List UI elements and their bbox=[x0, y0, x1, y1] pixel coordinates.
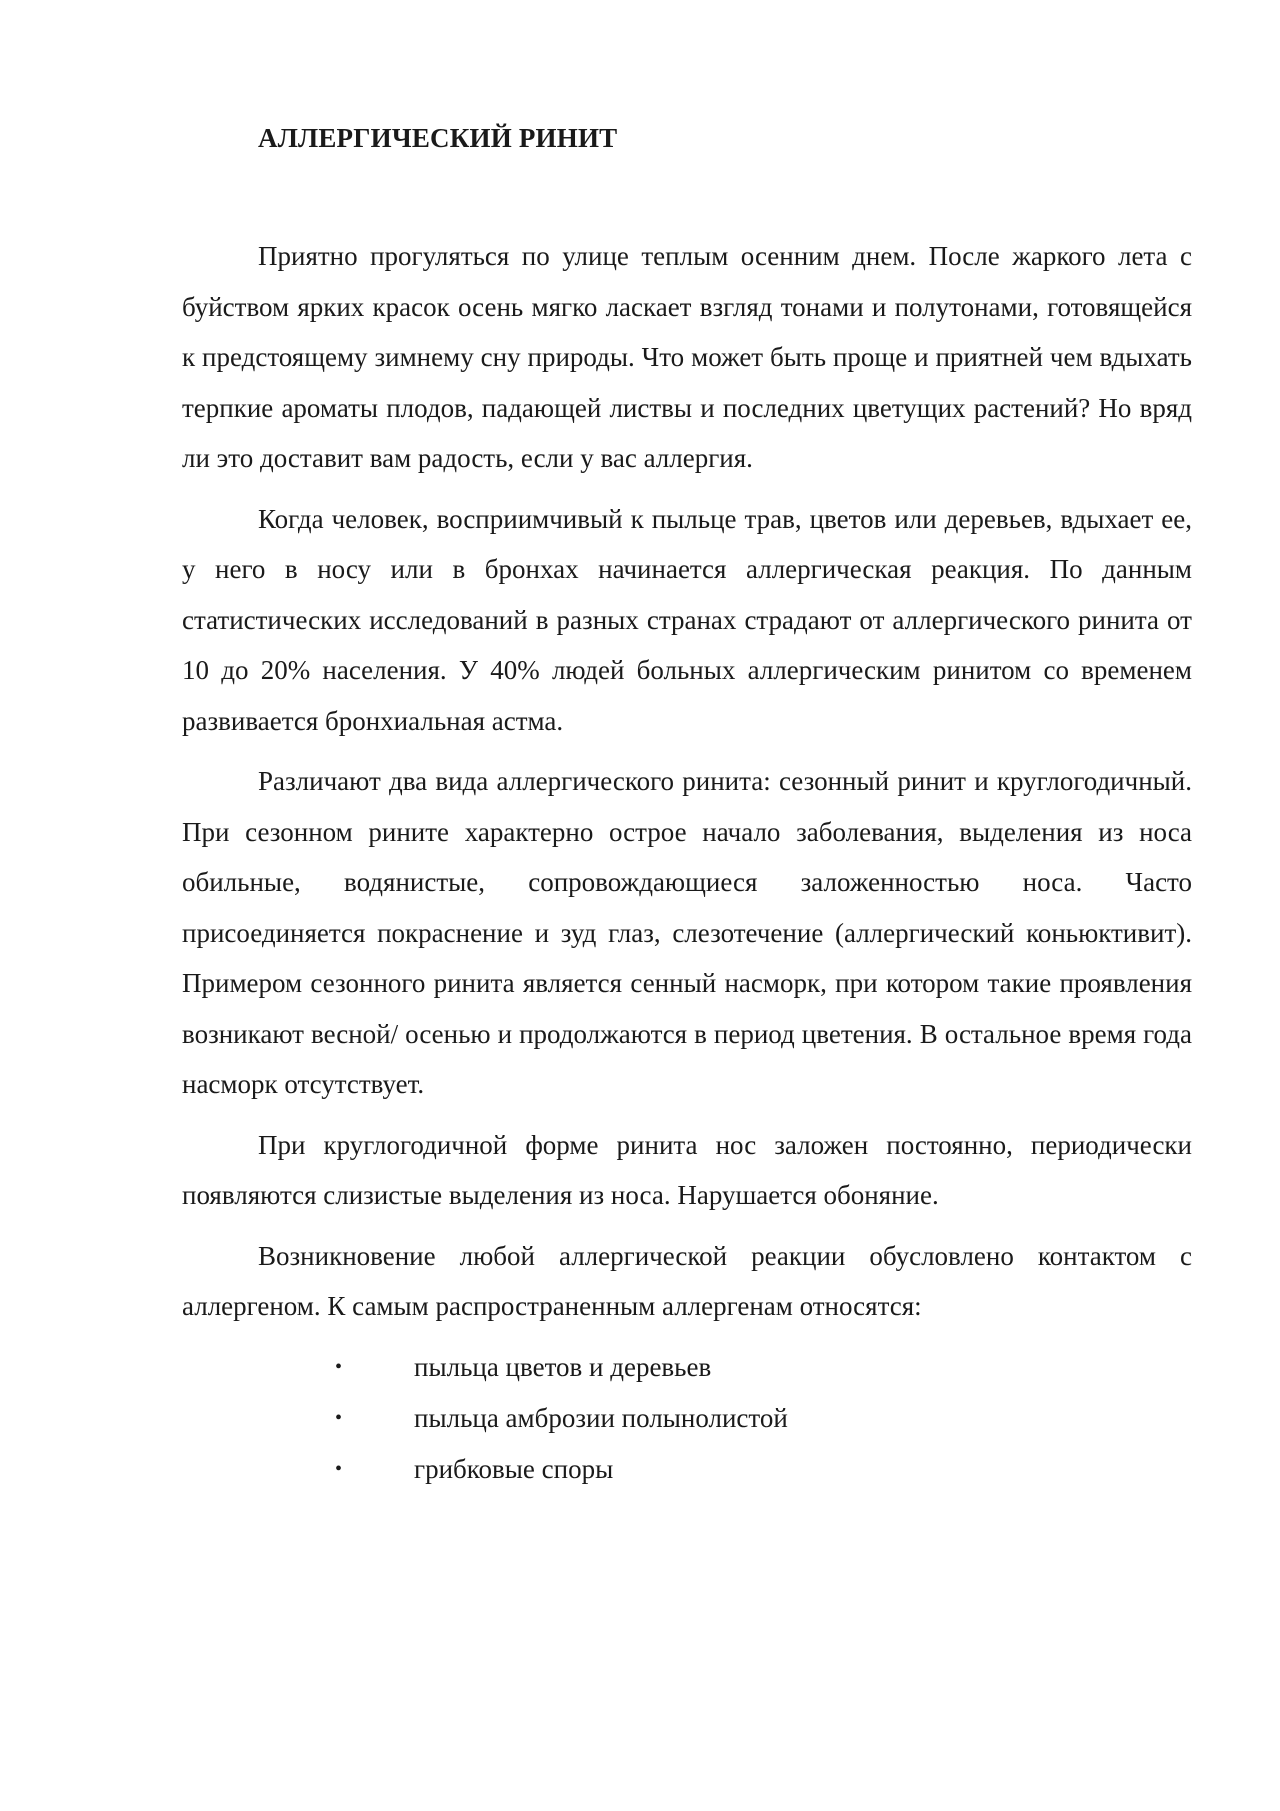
list-item bbox=[182, 1444, 1192, 1495]
paragraph-allergens: Возникновение любой аллергической реакции обусловлено контактом с аллергеном. К самым распространенным аллергенам относятся: bbox=[182, 1240, 1192, 1321]
paragraph-reaction: Когда человек, восприимчивый к пыльце трав, цветов или деревьев, вдыхает ее, у него в носу или в бронхах начинается аллергическая реакция. По данным статистических исследований в разных странах страдают от аллергического ринита от 10 до 20% населения. У 40% людей больных аллергическим ринитом со временем развивается бронхиальная астма. bbox=[182, 503, 1192, 736]
list-item-text: пыльца амброзии полынолистой bbox=[414, 1402, 788, 1433]
paragraph-year-round: При круглогодичной форме ринита нос заложен постоянно, периодически появляются слизистые выделения из носа. Нарушается обоняние. bbox=[182, 1129, 1192, 1210]
bullet-marker: • bbox=[335, 1406, 343, 1429]
document-title: АЛЛЕРГИЧЕСКИЙ РИНИТ bbox=[258, 123, 618, 153]
list-item bbox=[182, 1342, 1192, 1393]
document-body bbox=[182, 118, 1192, 1495]
list-item-text: грибковые споры bbox=[414, 1453, 614, 1484]
paragraph-types: Различают два вида аллергического ринита: сезонный ринит и круглогодичный. При сезонном рините характерно острое начало заболевания, выделения из носа обильные, водянистые, сопровождающиеся заложенностью носа. Часто присоединяется покраснение и зуд глаз, слезотечение (аллергический коньюктивит). Примером сезонного ринита является сенный насморк, при котором такие проявления возникают весной/ осенью и продолжаются в период цветения. В остальное время года насморк отсутствует. bbox=[182, 766, 1192, 1099]
paragraph-intro: Приятно прогуляться по улице теплым осенним днем. После жаркого лета с буйством ярких красок осень мягко ласкает взгляд тонами и полутонами, готовящейся к предстоящему зимнему сну природы. Что может быть проще и приятней чем вдыхать терпкие ароматы плодов, падающей листвы и последних цветущих растений? Но вряд ли это доставит вам радость, если у вас аллергия. bbox=[182, 241, 1192, 473]
allergen-list bbox=[182, 1342, 1192, 1495]
list-item-text: пыльца цветов и деревьев bbox=[414, 1351, 712, 1382]
bullet-marker: • bbox=[335, 1355, 343, 1378]
list-item bbox=[182, 1393, 1192, 1444]
bullet-marker: • bbox=[335, 1457, 343, 1480]
